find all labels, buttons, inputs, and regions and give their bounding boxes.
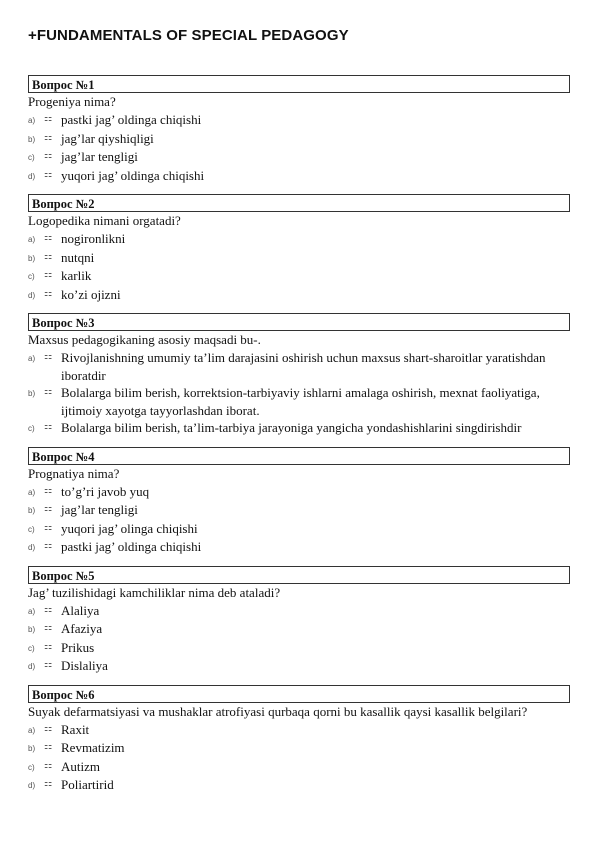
option-text: jag’lar qiyshiqligi <box>61 130 154 146</box>
option-list <box>28 230 570 304</box>
option-text: Rivojlanishning umumiy ta’lim darajasini oshirish uchun maxsus shart-sharoitlar yaratishdan iboratdir <box>61 350 546 383</box>
radio-marker-icon: ⚏ <box>44 132 53 143</box>
answer-option[interactable] <box>28 776 570 795</box>
radio-marker-icon: ⚏ <box>44 233 53 243</box>
answer-option[interactable] <box>28 501 570 520</box>
answer-option[interactable] <box>28 657 570 676</box>
option-text: pastki jag’ oldinga chiqishi <box>61 112 202 127</box>
option-text: Dislaliya <box>61 658 108 673</box>
answer-option[interactable] <box>28 639 570 658</box>
option-letter: d) <box>28 543 36 552</box>
answer-option[interactable] <box>28 739 570 758</box>
option-text: Poliartirid <box>61 777 114 792</box>
option-letter: b) <box>28 625 36 634</box>
option-text: jag’lar tengligi <box>61 502 138 517</box>
option-text: Raxit <box>61 721 90 737</box>
radio-marker-icon: ⚏ <box>44 623 53 633</box>
radio-marker-icon: ⚏ <box>44 151 53 161</box>
question-block <box>28 566 570 676</box>
option-letter: d) <box>28 171 36 181</box>
radio-marker-icon: ⚏ <box>44 522 53 533</box>
answer-option[interactable] <box>28 230 570 249</box>
answer-option[interactable] <box>28 758 570 777</box>
question-header: Вопрос №3 <box>28 313 570 331</box>
option-letter: c) <box>28 424 35 433</box>
option-text: yuqori jag’ oldinga chiqishi <box>61 167 205 183</box>
question-block <box>28 75 570 185</box>
answer-option[interactable] <box>28 267 570 286</box>
option-text: karlik <box>61 268 92 283</box>
option-letter: c) <box>28 762 35 772</box>
answer-option[interactable] <box>28 721 570 740</box>
option-letter: b) <box>28 506 36 515</box>
answer-option[interactable] <box>28 419 570 438</box>
question-header: Вопрос №1 <box>28 75 570 93</box>
radio-marker-icon: ⚏ <box>44 779 53 789</box>
option-letter: b) <box>28 744 36 753</box>
option-letter: a) <box>28 606 36 616</box>
option-text: Revmatizim <box>61 740 125 755</box>
option-text: Prikus <box>61 639 95 655</box>
answer-option[interactable] <box>28 167 570 186</box>
question-block <box>28 447 570 557</box>
option-text: Bolalarga bilim berish, korrektsion-tarbiyaviy ishlarni amalaga oshirish, mexnat faoliyatiga, ijtimoiy xayotga tayyorlashdan iborat. <box>61 385 540 418</box>
radio-marker-icon: ⚏ <box>44 387 53 397</box>
page-title: +FUNDAMENTALS OF SPECIAL PEDAGOGY <box>28 27 349 44</box>
radio-marker-icon: ⚏ <box>44 114 53 124</box>
question-text: Maxsus pedagogikaning asosiy maqsadi bu-. <box>28 332 261 347</box>
option-letter: a) <box>28 116 36 125</box>
option-list <box>28 721 570 795</box>
option-letter: b) <box>28 253 36 263</box>
answer-option[interactable] <box>28 538 570 557</box>
option-letter: c) <box>28 153 35 162</box>
answer-option[interactable] <box>28 249 570 268</box>
answer-option[interactable] <box>28 349 570 384</box>
question-block <box>28 313 570 438</box>
answer-option[interactable] <box>28 148 570 167</box>
radio-marker-icon: ⚏ <box>44 641 53 652</box>
option-letter: a) <box>28 235 36 244</box>
option-letter: a) <box>28 725 36 735</box>
option-list <box>28 349 570 438</box>
question-header: Вопрос №2 <box>28 194 570 212</box>
option-text: Autizm <box>61 758 100 774</box>
answer-option[interactable] <box>28 111 570 130</box>
option-text: nogironlikni <box>61 231 126 246</box>
question-text: Suyak defarmatsiyasi va mushaklar atrofiyasi qurbaqa qorni bu kasallik qaysi kasallik belgilari? <box>28 703 528 719</box>
option-text: Bolalarga bilim berish, ta’lim-tarbiya jarayoniga yangicha yondashishlarini singdirishdir <box>61 420 522 435</box>
question-text: Logopedika nimani orgatadi? <box>28 213 181 228</box>
radio-marker-icon: ⚏ <box>44 742 53 752</box>
option-list <box>28 483 570 557</box>
option-text: nutqni <box>61 249 95 265</box>
option-text: pastki jag’ oldinga chiqishi <box>61 539 202 554</box>
option-text: jag’lar tengligi <box>61 149 138 164</box>
radio-marker-icon: ⚏ <box>44 270 53 280</box>
question-text: Progeniya nima? <box>28 94 116 109</box>
option-letter: c) <box>28 524 35 534</box>
option-letter: c) <box>28 643 35 653</box>
radio-marker-icon: ⚏ <box>44 422 53 432</box>
answer-option[interactable] <box>28 602 570 621</box>
option-letter: b) <box>28 389 36 398</box>
option-list <box>28 111 570 185</box>
option-letter: d) <box>28 290 36 300</box>
option-text: Alaliya <box>61 602 100 618</box>
option-list <box>28 602 570 676</box>
radio-marker-icon: ⚏ <box>44 169 53 180</box>
answer-option[interactable] <box>28 483 570 502</box>
option-text: to’g’ri javob yuq <box>61 483 150 499</box>
radio-marker-icon: ⚏ <box>44 352 53 362</box>
option-text: ko’zi ojizni <box>61 286 121 302</box>
option-letter: c) <box>28 272 35 281</box>
radio-marker-icon: ⚏ <box>44 251 53 262</box>
radio-marker-icon: ⚏ <box>44 541 53 551</box>
question-header: Вопрос №6 <box>28 685 570 703</box>
option-letter: a) <box>28 487 36 497</box>
option-letter: b) <box>28 134 36 144</box>
option-letter: d) <box>28 662 36 671</box>
question-block <box>28 685 570 795</box>
option-letter: a) <box>28 354 36 363</box>
question-block <box>28 194 570 304</box>
question-list <box>28 75 570 804</box>
question-text: Jag’ tuzilishidagi kamchiliklar nima deb ataladi? <box>28 584 281 600</box>
answer-option[interactable] <box>28 384 570 419</box>
radio-marker-icon: ⚏ <box>44 723 53 734</box>
radio-marker-icon: ⚏ <box>44 604 53 615</box>
radio-marker-icon: ⚏ <box>44 504 53 514</box>
answer-option[interactable] <box>28 520 570 539</box>
radio-marker-icon: ⚏ <box>44 760 53 771</box>
answer-option[interactable] <box>28 620 570 639</box>
radio-marker-icon: ⚏ <box>44 485 53 496</box>
option-text: yuqori jag’ olinga chiqishi <box>61 520 198 536</box>
option-text: Afaziya <box>61 621 103 636</box>
radio-marker-icon: ⚏ <box>44 288 53 299</box>
radio-marker-icon: ⚏ <box>44 660 53 670</box>
question-text: Prognatiya nima? <box>28 465 120 481</box>
answer-option[interactable] <box>28 130 570 149</box>
answer-option[interactable] <box>28 286 570 305</box>
option-letter: d) <box>28 781 36 790</box>
question-header: Вопрос №5 <box>28 566 570 584</box>
question-header: Вопрос №4 <box>28 447 570 465</box>
